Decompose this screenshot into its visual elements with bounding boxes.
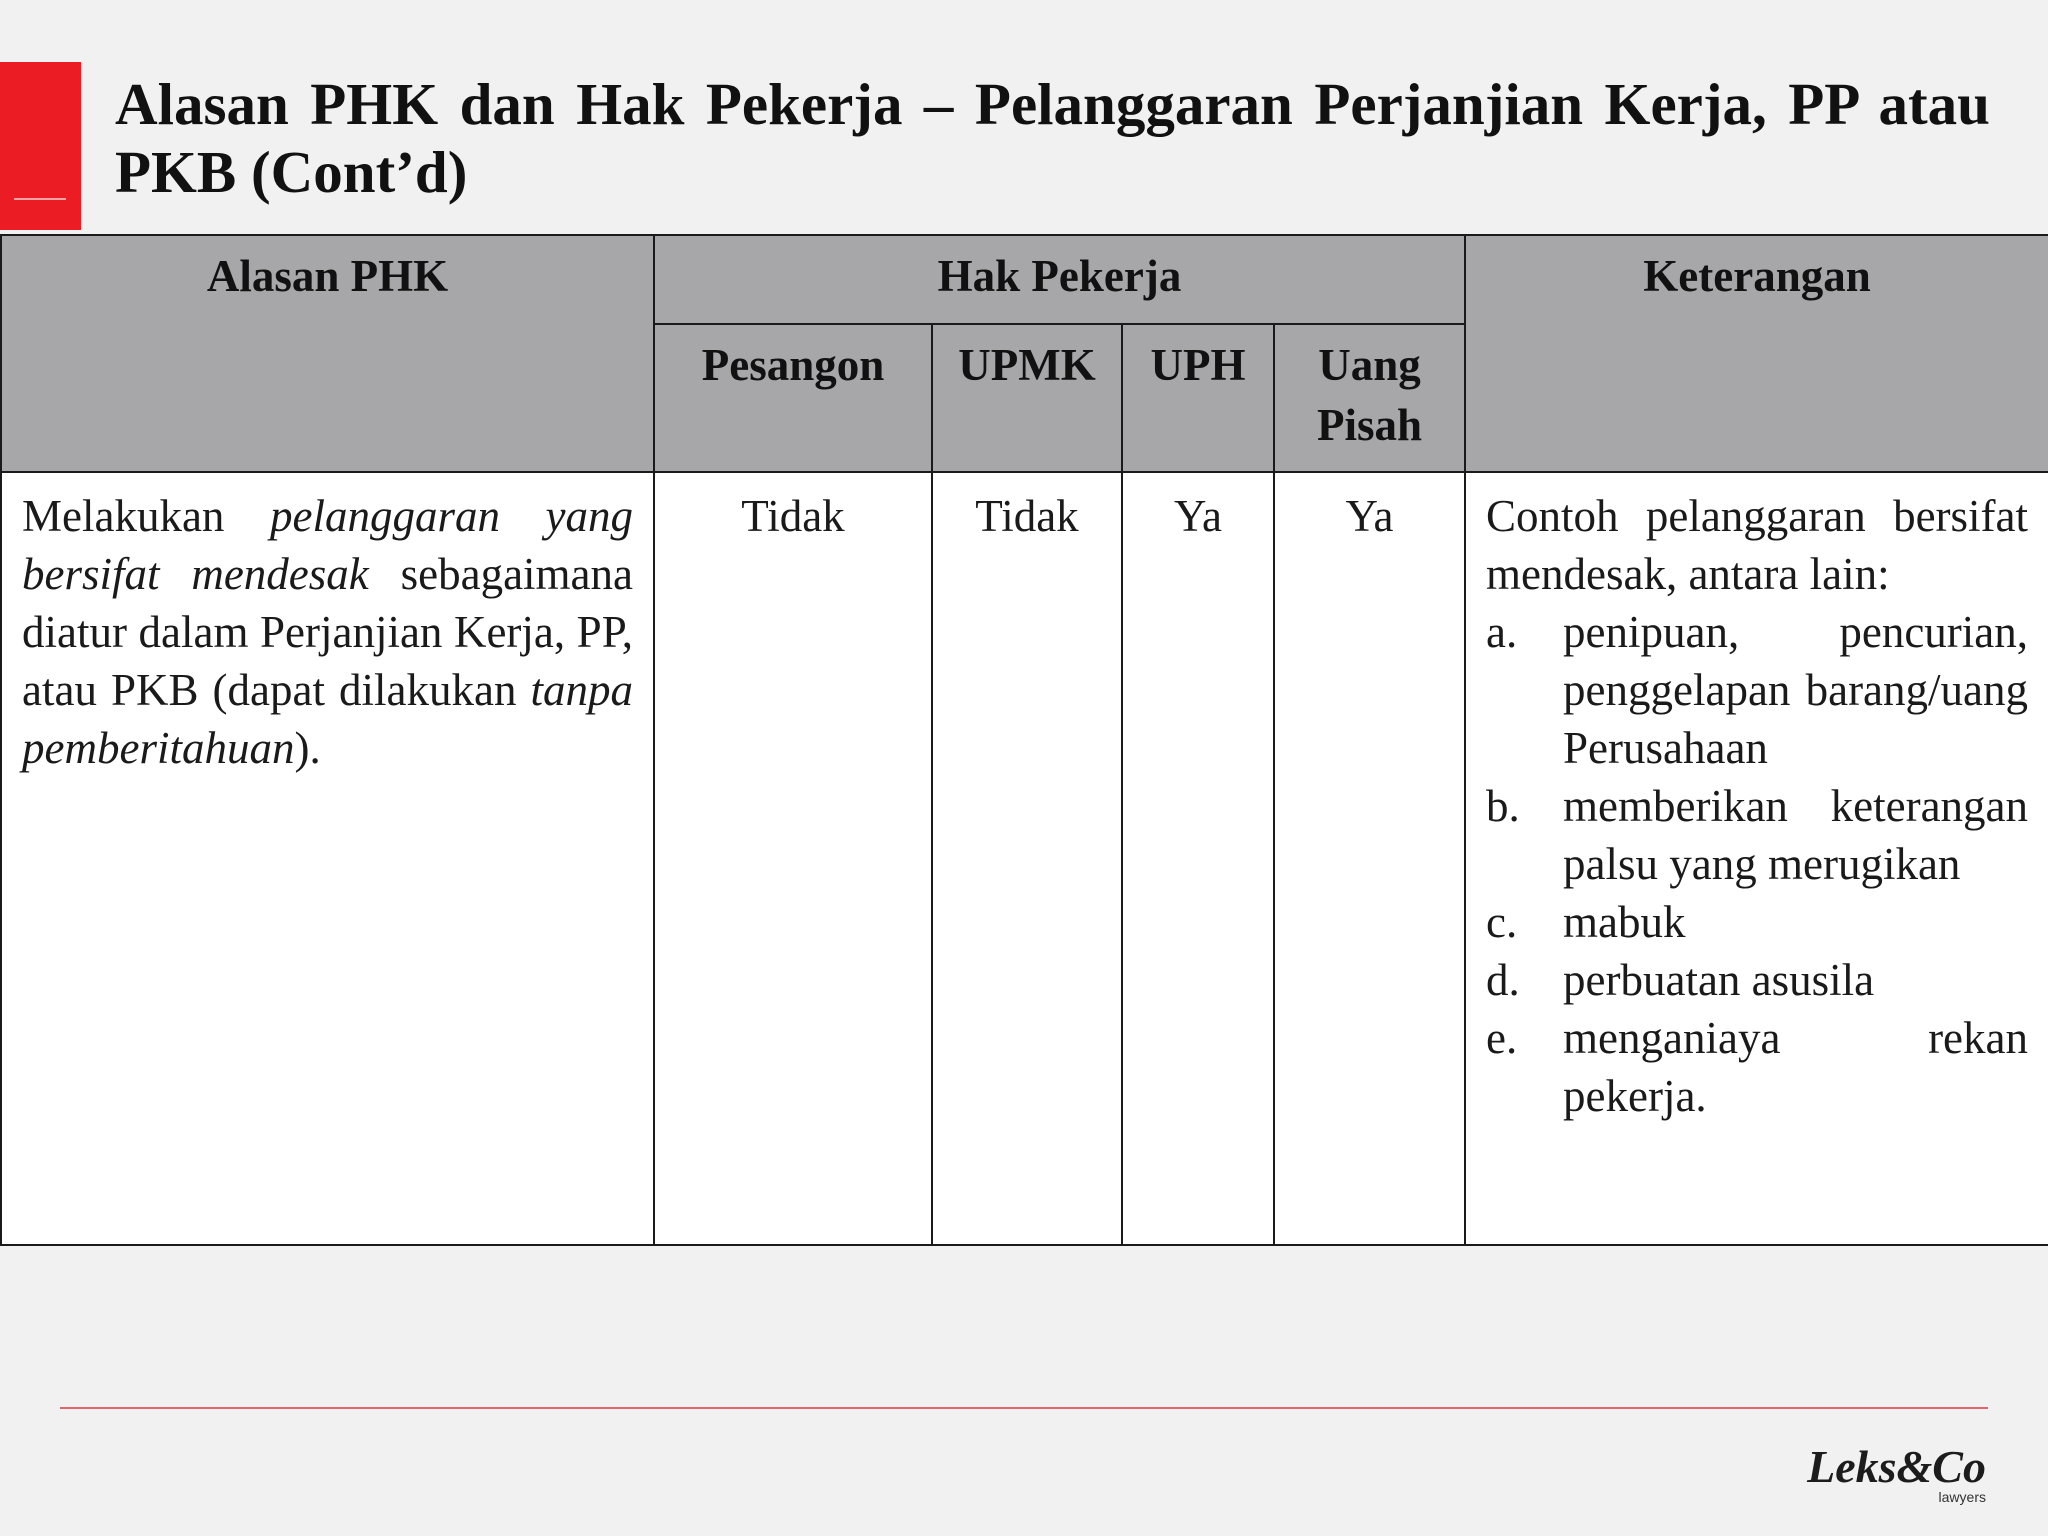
list-item [1486, 1009, 2028, 1125]
logo-wordmark: Leks&Co [1807, 1441, 1986, 1492]
cell-uph: Ya [1122, 472, 1274, 1245]
header-uph: UPH [1122, 324, 1274, 472]
list-item [1486, 951, 2028, 1009]
list-item [1486, 777, 2028, 893]
list-item-text: penipuan, pencurian, penggelapan barang/uang Perusahaan [1563, 607, 2029, 773]
reason-text-4: tanpa pemberitahuan [22, 665, 633, 773]
list-item [1486, 603, 2028, 777]
page-title: Alasan PHK dan Hak Pekerja – Pelanggaran Perjanjian Kerja, PP atau PKB (Cont’d) [115, 71, 1990, 205]
logo-graphic [1754, 1430, 1994, 1510]
list-item-text: menganiaya rekan pekerja. [1563, 1013, 2029, 1121]
list-item-text: mabuk [1563, 897, 1686, 947]
cell-upmk: Tidak [932, 472, 1122, 1245]
cell-pesangon: Tidak [654, 472, 932, 1245]
header-alasan-phk: Alasan PHK [1, 235, 654, 472]
accent-bar-line [14, 198, 66, 200]
cell-uang-pisah: Ya [1274, 472, 1465, 1245]
list-marker: d. [1486, 955, 1520, 1005]
footer-divider [60, 1407, 1988, 1409]
header-pesangon: Pesangon [654, 324, 932, 472]
header-hak-pekerja: Hak Pekerja [654, 235, 1465, 324]
list-marker: e. [1486, 1013, 1518, 1063]
cell-keterangan [1465, 472, 2048, 1245]
list-item-text: perbuatan asusila [1563, 955, 1875, 1005]
reason-text-3: sebagaimana diatur dalam Perjanjian Kerja, PP, atau PKB (dapat dilakukan [22, 549, 633, 715]
list-marker: a. [1486, 607, 1518, 657]
list-item [1486, 893, 2028, 951]
reason-text-2: pelanggaran yang bersifat mendesak [22, 491, 633, 599]
list-marker: b. [1486, 781, 1520, 831]
header-uang-pisah: Uang Pisah [1274, 324, 1465, 472]
reason-text-5: ). [294, 723, 321, 773]
example-list [1486, 603, 2028, 1125]
title-accent-bar [0, 62, 81, 230]
header-upmk: UPMK [932, 324, 1122, 472]
phk-rights-table [0, 234, 2048, 1246]
reason-text-1: Melakukan [22, 491, 270, 541]
table-row [1, 472, 2048, 1245]
logo-subtitle: lawyers [1938, 1489, 1986, 1505]
list-marker: c. [1486, 897, 1518, 947]
note-intro: Contoh pelanggaran bersifat mendesak, antara lain: [1486, 491, 2029, 599]
leks-co-logo [1754, 1430, 1994, 1510]
cell-alasan [1, 472, 654, 1245]
list-item-text: memberikan keterangan palsu yang merugikan [1563, 781, 2029, 889]
header-keterangan: Keterangan [1465, 235, 2048, 472]
